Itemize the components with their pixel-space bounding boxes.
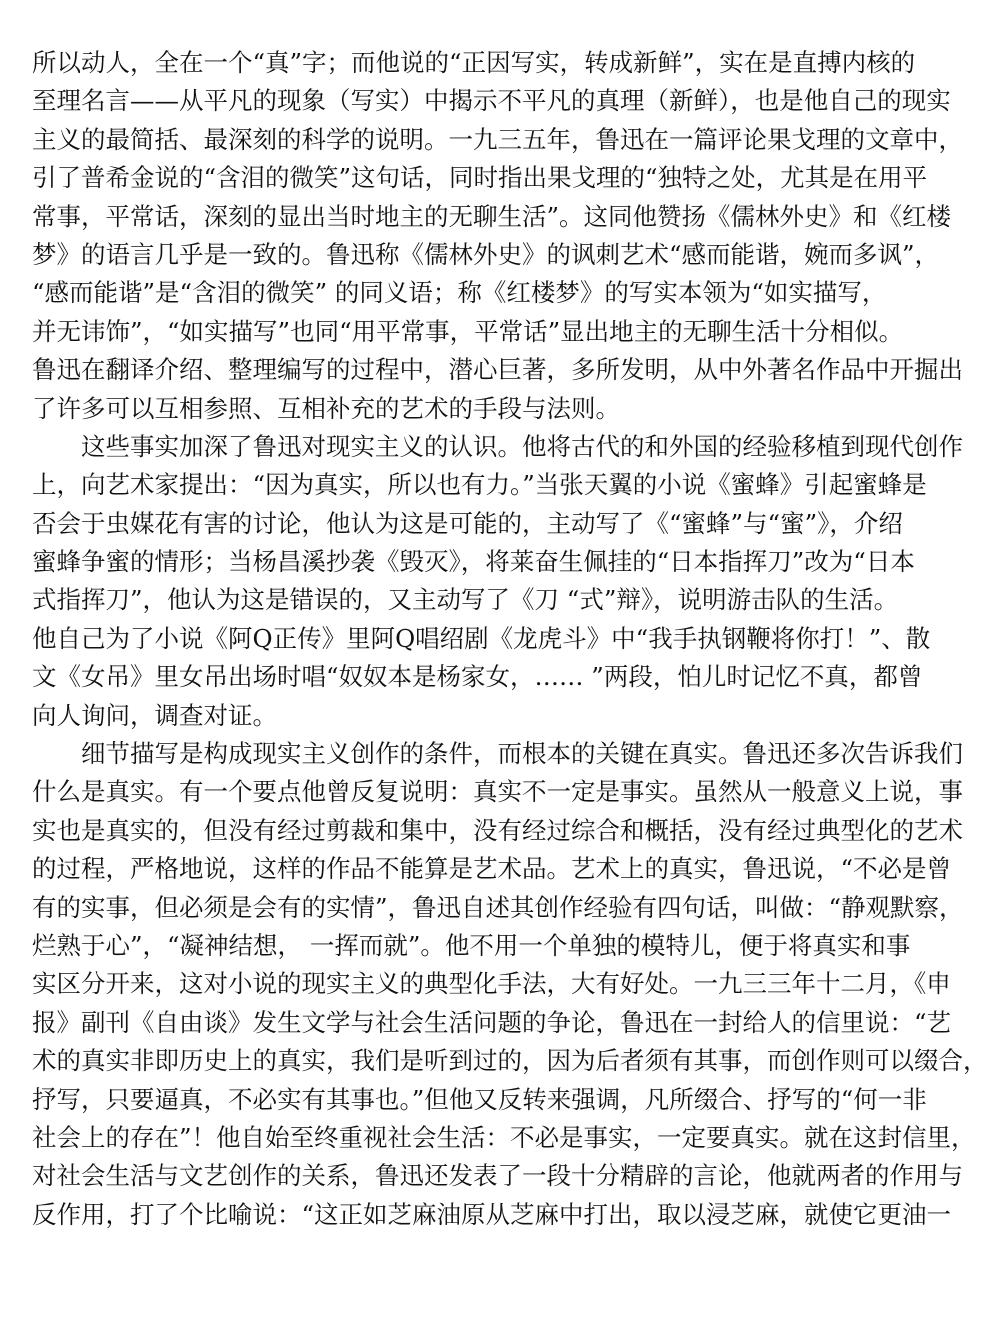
text-line: 并无讳饰”，“如实描写”也同“用平常事，平常话”显出地主的无聊生活十分相似。 <box>32 316 904 346</box>
text-line: 否会于虫媒花有害的讨论，他认为这是可能的，主动写了《“蜜蜂”与“蜜”》，介绍 <box>32 508 903 538</box>
text-line: 引了普希金说的“含泪的微笑”这句话，同时指出果戈理的“独特之处，尤其是在用平 <box>32 163 928 193</box>
text-line: 文《女吊》里女吊出场时唱“奴奴本是杨家女，…… ”两段，怕儿时记忆不真，都曾 <box>32 662 923 692</box>
text-line: 的过程，严格地说，这样的作品不能算是艺术品。艺术上的真实，鲁迅说，“不必是曾 <box>32 854 952 884</box>
text-line: 反作用，打了个比喻说：“这正如芝麻油原从芝麻中打出，取以浸芝麻，就使它更油一 <box>32 1199 952 1229</box>
text-line: “感而能谐”是“含泪的微笑” 的同义语；称《红楼梦》的写实本领为“如实描写， <box>32 278 887 308</box>
text-line: 术的真实非即历史上的真实，我们是听到过的，因为后者须有其事，而创作则可以缀合， <box>32 1046 988 1076</box>
text-line: 对社会生活与文艺创作的关系，鲁迅还发表了一段十分精辟的言论，他就两者的作用与 <box>32 1161 963 1191</box>
text-line: 他自己为了小说《阿Q正传》里阿Q唱绍剧《龙虎斗》中“我手执钢鞭将你打！”、散 <box>32 623 931 653</box>
text-line: 上，向艺术家提出：“因为真实，所以也有力。”当张天翼的小说《蜜蜂》引起蜜蜂是 <box>32 470 927 500</box>
text-line: 蜜蜂争蜜的情形；当杨昌溪抄袭《毁灭》，将莱奋生佩挂的“日本指挥刀”改为“日本 <box>32 547 915 577</box>
text-line: 什么是真实。有一个要点他曾反复说明：真实不一定是事实。虽然从一般意义上说，事 <box>32 777 963 807</box>
text-line: 式指挥刀”，他认为这是错误的，又主动写了《刀 “式”辩》，说明游击队的生活。 <box>32 585 899 615</box>
text-line: 抒写，只要逼真，不必实有其事也。”但他又反转来强调，凡所缀合、抒写的“何一非 <box>32 1084 927 1114</box>
text-line: 社会上的存在”！他自始至终重视社会生活：不必是事实，一定要真实。就在这封信里， <box>32 1122 976 1152</box>
text-line: 这些事实加深了鲁迅对现实主义的认识。他将古代的和外国的经验移植到现代创作 <box>32 431 963 461</box>
text-line: 常事，平常话，深刻的显出当时地主的无聊生活”。这同他赞扬《儒林外史》和《红楼 <box>32 201 952 231</box>
text-line: 主义的最简括、最深刻的科学的说明。一九三五年，鲁迅在一篇评论果戈理的文章中， <box>32 124 963 154</box>
text-line: 至理名言——从平凡的现象（写实）中揭示不平凡的真理（新鲜），也是他自己的现实 <box>32 86 951 116</box>
text-line: 实区分开来，这对小说的现实主义的典型化手法，大有好处。一九三三年十二月，《申 <box>32 969 951 999</box>
text-line: 报》副刊《自由谈》发生文学与社会生活问题的争论，鲁迅在一封给人的信里说：“艺 <box>32 1007 952 1037</box>
text-line: 实也是真实的，但没有经过剪裁和集中，没有经过综合和概括，没有经过典型化的艺术 <box>32 815 963 845</box>
text-line: 鲁迅在翻译介绍、整理编写的过程中，潜心巨著，多所发明，从中外著名作品中开掘出 <box>32 355 963 385</box>
body-text <box>32 44 988 1234</box>
text-line: 向人询问，调查对证。 <box>32 700 277 730</box>
text-line: 烂熟于心”，“凝神结想， 一挥而就”。他不用一个单独的模特儿，便于将真实和事 <box>32 930 911 960</box>
text-line: 有的实事，但必须是会有的实情”，鲁迅自述其创作经验有四句话，叫做：“静观默察， <box>32 892 964 922</box>
text-line: 梦》的语言几乎是一致的。鲁迅称《儒林外史》的讽刺艺术“感而能谐，婉而多讽”， <box>32 239 940 269</box>
text-line: 所以动人，全在一个“真”字；而他说的“正因写实，转成新鲜”，实在是直搏内核的 <box>32 48 916 77</box>
text-line: 细节描写是构成现实主义创作的条件，而根本的关键在真实。鲁迅还多次告诉我们 <box>32 739 963 769</box>
text-line: 了许多可以互相参照、互相补充的艺术的手段与法则。 <box>32 393 620 423</box>
